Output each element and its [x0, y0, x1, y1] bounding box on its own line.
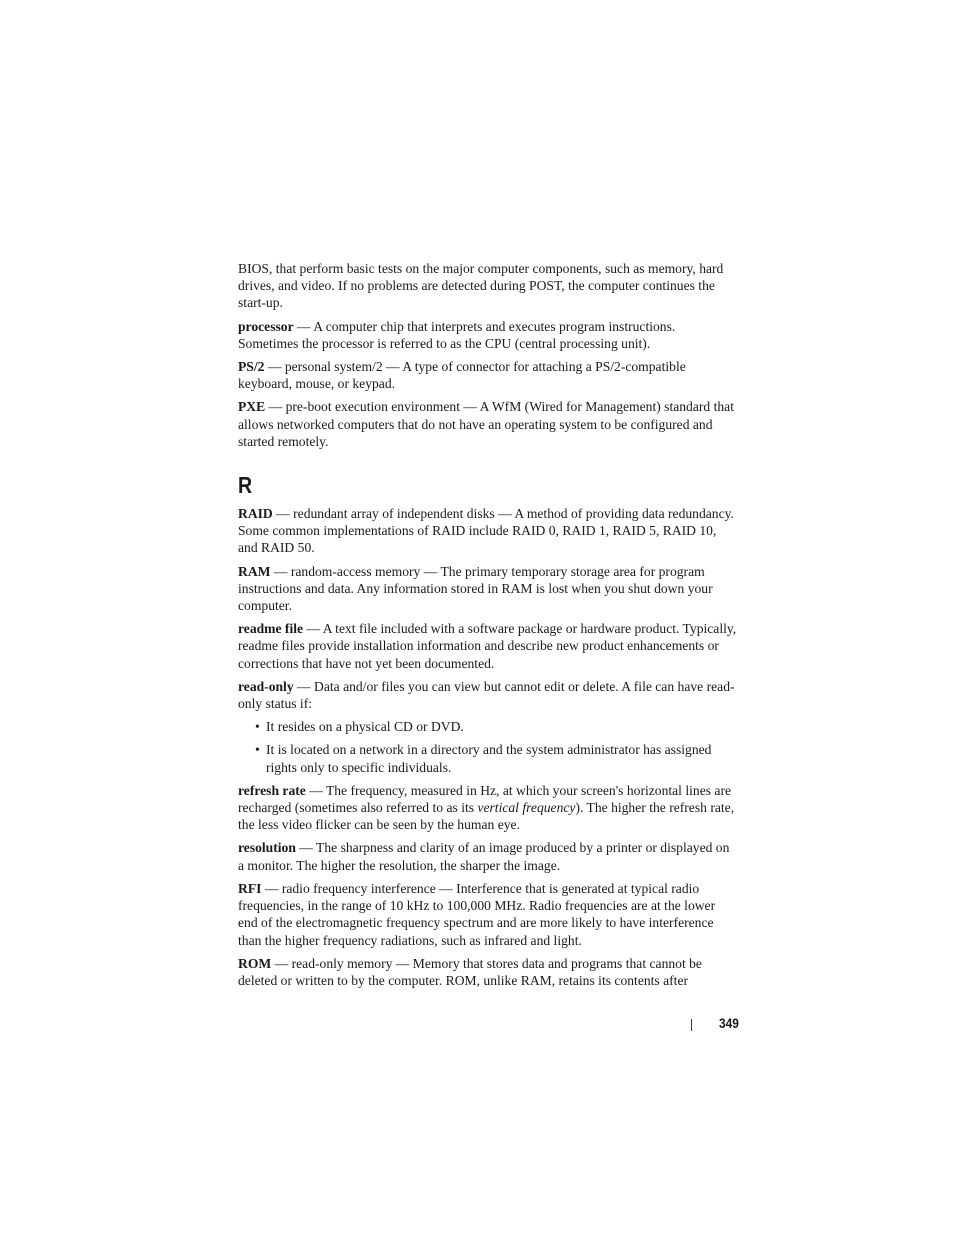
- entry-term: RAID: [238, 506, 273, 522]
- entry-resolution: [238, 839, 738, 873]
- read-only-bullet-list: [238, 718, 738, 776]
- entry-term: refresh rate: [238, 782, 306, 798]
- entry-read-only: [238, 678, 738, 712]
- entry-definition: — The frequency, measured in Hz, at which your screen's horizontal lines are recharged (sometimes also referred to as its: [238, 782, 732, 816]
- entry-definition: — A text file included with a software package or hardware product. Typically, readme files provide installation information and describe new product enhancements or corrections that have not yet been documented.: [238, 621, 737, 671]
- entry-term: ROM: [238, 955, 272, 971]
- entry-emphasis: vertical frequency: [477, 800, 576, 816]
- entry-definition: — personal system/2 — A type of connector for attaching a PS/2-compatible keyboard, mouse, or keypad.: [238, 359, 686, 392]
- entry-term: RAM: [238, 563, 271, 579]
- entry-definition: — pre-boot execution environment — A WfM (Wired for Management) standard that allows networked computers that do not have an operating system to be configured and started remotely.: [238, 399, 734, 449]
- entry-definition: — read-only memory — Memory that stores data and programs that cannot be deleted or written to by the computer. ROM, unlike RAM, retains its contents after: [238, 955, 702, 988]
- entry-definition: — A computer chip that interprets and executes program instructions. Sometimes the processor is referred to as the CPU (central processing unit).: [238, 318, 676, 351]
- entry-rfi: [238, 880, 738, 949]
- entry-readme-file: [238, 620, 738, 672]
- entry-raid: [238, 505, 738, 557]
- entry-definition: — random-access memory — The primary temporary storage area for program instructions and data. Any information stored in RAM is lost when you shut down your computer.: [238, 563, 713, 614]
- page-number: 349: [719, 1015, 739, 1031]
- entry-term: PS/2: [238, 359, 265, 375]
- entry-rom: [238, 955, 738, 989]
- entry-term: processor: [238, 318, 294, 334]
- entry-term: resolution: [238, 840, 296, 856]
- entry-definition: ). The higher the refresh rate, the less video flicker can be seen by the human eye.: [238, 800, 735, 833]
- bullet-icon: •: [255, 742, 260, 758]
- entry-refresh-rate: [238, 782, 738, 834]
- entry-ram: [238, 563, 738, 615]
- bullet-icon: •: [255, 719, 260, 735]
- entry-pxe: [238, 398, 738, 450]
- list-item: • It is located on a network in a directory and the system administrator has assigned rights only to specific individuals.: [255, 742, 712, 775]
- list-item: • It resides on a physical CD or DVD.: [255, 719, 464, 735]
- entry-definition: — radio frequency interference — Interference that is generated at typical radio frequencies, in the range of 10 kHz to 100,000 MHz. Radio frequencies are at the lower end of the electromagnetic frequency spectrum and are more likely to have interference than the higher frequency radiations, such as infrared and light.: [238, 880, 716, 948]
- entry-term: PXE: [238, 399, 266, 415]
- entry-term: read-only: [238, 678, 294, 694]
- section-heading-r: R: [238, 472, 253, 499]
- intro-paragraph: BIOS, that perform basic tests on the major computer components, such as memory, hard drives, and video. If no problems are detected during POST, the computer continues the start-up.: [238, 261, 724, 311]
- entry-ps2: [238, 358, 738, 392]
- footer-divider: [691, 1019, 692, 1031]
- entry-definition: — redundant array of independent disks — A method of providing data redundancy. Some common implementations of RAID include RAID 0, RAID 1, RAID 5, RAID 10, and RAID 50.: [238, 506, 734, 556]
- entry-processor: [238, 318, 738, 352]
- glossary-page: [238, 260, 738, 995]
- entry-definition: — The sharpness and clarity of an image produced by a printer or displayed on a monitor. The higher the resolution, the sharper the image.: [238, 840, 730, 873]
- entry-term: readme file: [238, 621, 304, 637]
- entry-definition: — Data and/or files you can view but cannot edit or delete. A file can have read-only status if:: [238, 678, 735, 712]
- entry-term: RFI: [238, 880, 262, 896]
